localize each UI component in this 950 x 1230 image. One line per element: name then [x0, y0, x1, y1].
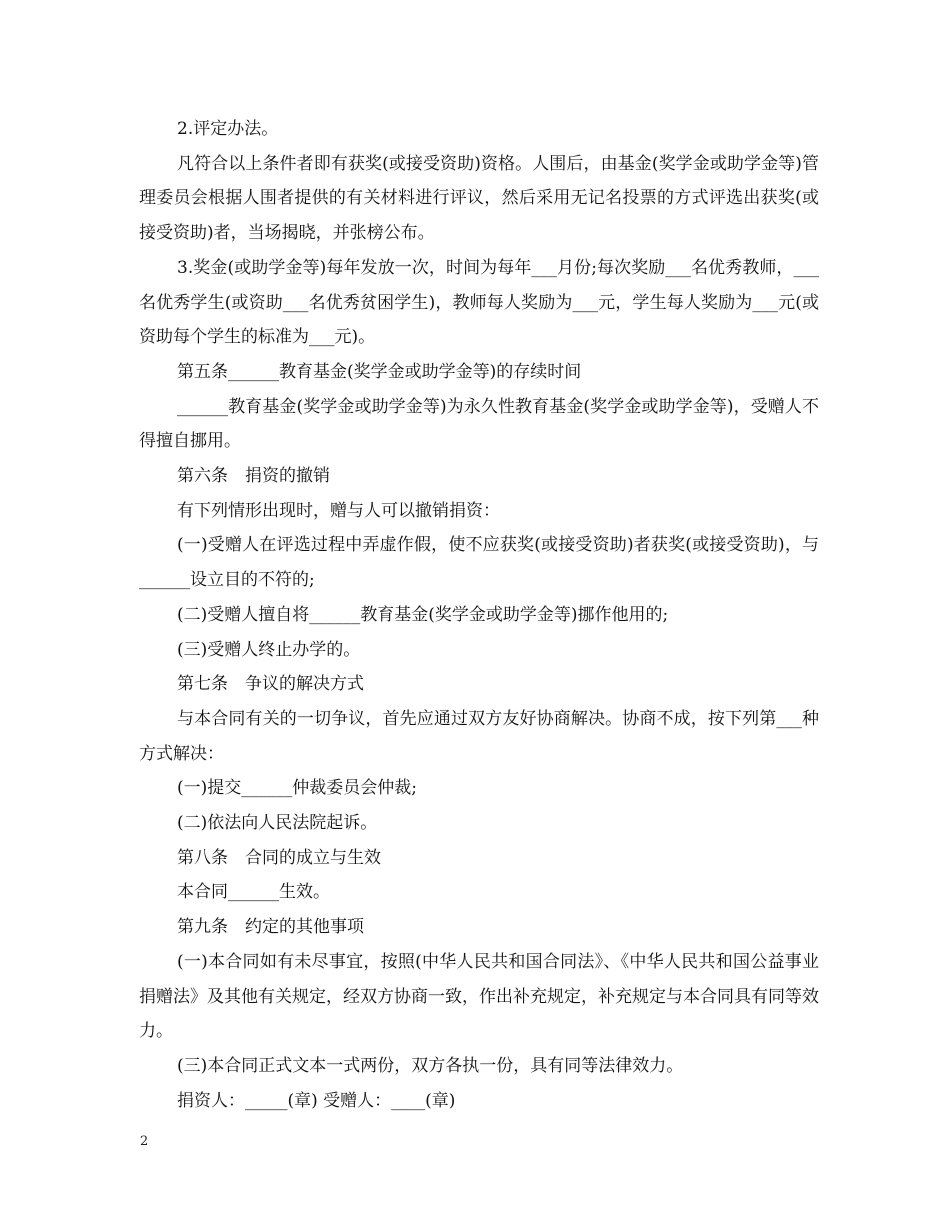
paragraph-revocation-intro: 有下列情形出现时，赠与人可以撤销捐资：: [177, 500, 500, 521]
paragraph-award-distribution: 3.奖金(或助学金等)每年发放一次，时间为每年___月份;每次奖励___名优秀教师，___名优秀学生(或资助___名优秀贫困学生)，教师每人奖励为___元，学生每人奖励为___元(或资助每个学生的标准为___元)。: [139, 257, 819, 348]
article-8-heading: 第八条 合同的成立与生效: [177, 847, 381, 868]
article-9-heading: 第九条 约定的其他事项: [177, 917, 364, 938]
paragraph-evaluation-method-heading: 2.评定办法。: [177, 119, 279, 139]
paragraph-dispute-item-1: (一)提交______仲裁委员会仲裁;: [177, 778, 417, 799]
article-6-heading: 第六条 捐资的撤销: [177, 466, 330, 487]
page-number: 2: [140, 1134, 149, 1149]
signature-line: 捐资人：_____(章) 受赠人：____(章): [177, 1090, 456, 1111]
paragraph-evaluation-method: 凡符合以上条件者即有获奖(或接受资助)资格。人围后，由基金(奖学金或助学金等)管理委员会根据人围者提供的有关材料进行评议，然后采用无记名投票的方式评选出获奖(或接受资助)者，当场揭晓，并张榜公布。: [139, 153, 819, 244]
article-5-heading: 第五条______教育基金(奖学金或助学金等)的存续时间: [177, 361, 582, 382]
paragraph-revocation-item-1: (一)受赠人在评选过程中弄虚作假，使不应获奖(或接受资助)者获奖(或接受资助)，与______设立目的不符的;: [139, 535, 819, 591]
article-7-heading: 第七条 争议的解决方式: [177, 674, 364, 695]
paragraph-dispute-item-2: (二)依法向人民法院起诉。: [177, 813, 378, 834]
paragraph-effectiveness: 本合同______生效。: [177, 882, 330, 903]
document-body: [139, 112, 819, 1118]
paragraph-other-matters-1: (一)本合同如有未尽事宜，按照(中华人民共和国合同法》、《中华人民共和国公益事业捐赠法》及其他有关规定，经双方协商一致，作出补充规定，补充规定与本合同具有同等效力。: [139, 951, 819, 1042]
paragraph-revocation-item-2: (二)受赠人擅自将______教育基金(奖学金或助学金等)挪作他用的;: [177, 604, 669, 625]
paragraph-dispute-intro: 与本合同有关的一切争议，首先应通过双方友好协商解决。协商不成，按下列第___种方式解决：: [139, 708, 819, 764]
paragraph-revocation-item-3: (三)受赠人终止办学的。: [177, 639, 361, 660]
paragraph-fund-duration: ______教育基金(奖学金或助学金等)为永久性教育基金(奖学金或助学金等)，受赠人不得擅自挪用。: [139, 396, 819, 452]
paragraph-other-matters-3: (三)本合同正式文本一式两份，双方各执一份，具有同等法律效力。: [177, 1055, 684, 1076]
